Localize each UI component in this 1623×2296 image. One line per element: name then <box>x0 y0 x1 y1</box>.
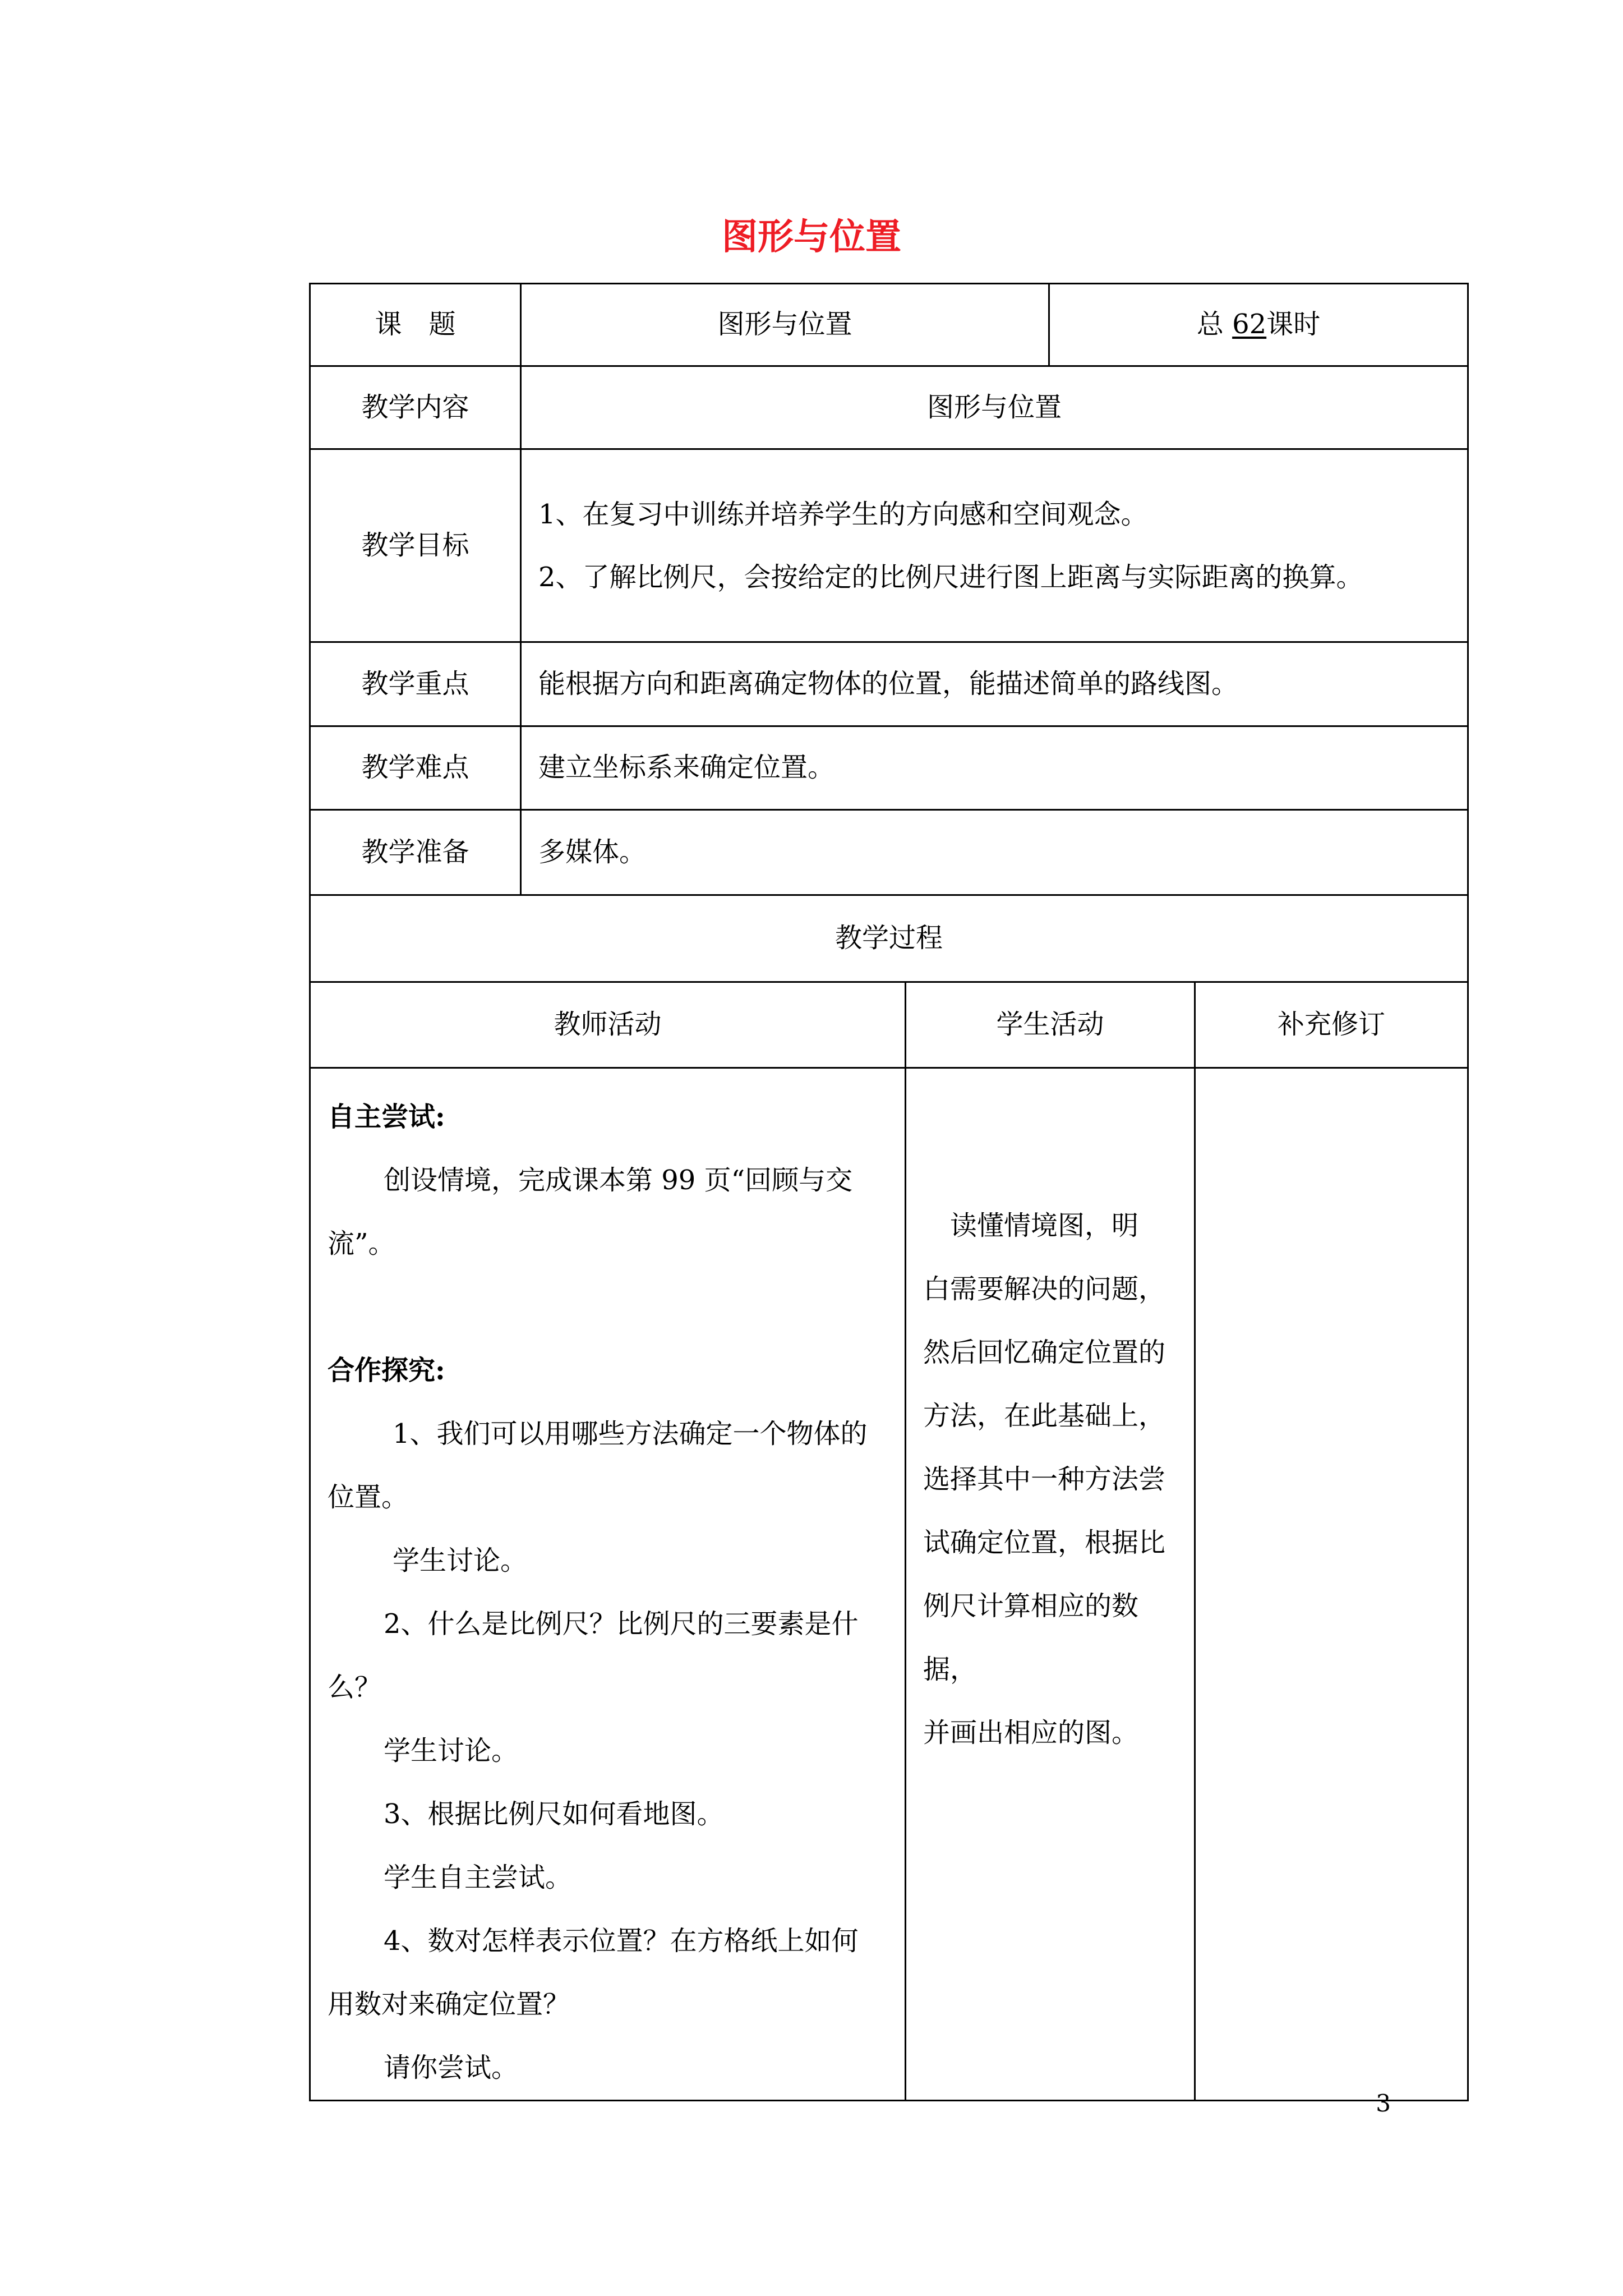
question-3-note: 学生自主尝试。 <box>384 1862 573 1893</box>
goals-list <box>521 449 1468 642</box>
teacher-activity-cell <box>310 1068 906 2101</box>
question-4-note: 请你尝试。 <box>384 2052 519 2083</box>
blank-line <box>328 1276 888 1339</box>
goals-label: 教学目标 <box>310 449 521 642</box>
student-activity-header: 学生活动 <box>906 982 1195 1068</box>
key-point-row <box>310 642 1468 726</box>
self-try-text-cont: 流”。 <box>328 1228 395 1259</box>
total-number: 62 <box>1232 309 1267 341</box>
preparation-label: 教学准备 <box>310 810 521 895</box>
total-prefix: 总 <box>1196 309 1224 341</box>
process-header-row <box>310 982 1468 1068</box>
lesson-plan-table <box>309 283 1469 2101</box>
process-title-row <box>310 895 1468 982</box>
content-label: 教学内容 <box>310 366 521 449</box>
preparation-value: 多媒体。 <box>521 810 1468 895</box>
student-line: 选择其中一种方法尝 <box>923 1464 1166 1495</box>
self-try-text: 创设情境，完成课本第 99 页“回顾与交 <box>384 1165 853 1196</box>
goal-item: 1、在复习中训练并培养学生的方向感和空间观念。 <box>538 498 1148 530</box>
document-title: 图形与位置 <box>722 216 901 258</box>
content-row <box>310 366 1468 449</box>
topic-value: 图形与位置 <box>521 284 1049 366</box>
goal-item: 2、了解比例尺，会按给定的比例尺进行图上距离与实际距离的换算。 <box>538 561 1363 593</box>
process-title: 教学过程 <box>310 895 1468 982</box>
question-3: 3、根据比例尺如何看地图。 <box>384 1798 724 1830</box>
question-4: 4、数对怎样表示位置？在方格纸上如何 <box>384 1925 859 1957</box>
student-line: 试确定位置，根据比 <box>923 1527 1166 1558</box>
page-number: 3 <box>1376 2090 1391 2117</box>
question-2-cont: 么？ <box>328 1672 382 1703</box>
question-2: 2、什么是比例尺？比例尺的三要素是什 <box>384 1608 859 1640</box>
student-line: 白需要解决的问题， <box>923 1273 1166 1305</box>
student-line: 然后回忆确定位置的 <box>923 1337 1166 1368</box>
topic-label: 课 题 <box>310 284 521 366</box>
revision-header: 补充修订 <box>1195 982 1468 1068</box>
difficulty-value: 建立坐标系来确定位置。 <box>521 726 1468 810</box>
key-point-value: 能根据方向和距离确定物体的位置，能描述简单的路线图。 <box>521 642 1468 726</box>
teacher-activity-header: 教师活动 <box>310 982 906 1068</box>
explore-heading: 合作探究: <box>328 1355 445 1386</box>
goals-row <box>310 449 1468 642</box>
student-activity-cell <box>906 1068 1195 2101</box>
student-line: 并画出相应的图。 <box>923 1717 1139 1749</box>
revision-cell <box>1195 1068 1468 2101</box>
preparation-row <box>310 810 1468 895</box>
student-line: 例尺计算相应的数据， <box>923 1590 1139 1685</box>
question-1-note: 学生讨论。 <box>393 1545 528 1576</box>
content-value: 图形与位置 <box>521 366 1468 449</box>
difficulty-label: 教学难点 <box>310 726 521 810</box>
difficulty-row <box>310 726 1468 810</box>
question-4-cont: 用数对来确定位置？ <box>328 1989 570 2020</box>
student-line: 方法，在此基础上， <box>923 1400 1166 1432</box>
question-1-cont: 位置。 <box>328 1481 409 1513</box>
total-lessons <box>1049 284 1468 366</box>
student-line: 读懂情境图，明 <box>923 1210 1139 1241</box>
question-1: 1、我们可以用哪些方法确定一个物体的 <box>393 1418 868 1450</box>
question-2-note: 学生讨论。 <box>384 1735 519 1766</box>
topic-row <box>310 284 1468 366</box>
total-suffix: 课时 <box>1266 309 1321 341</box>
self-try-heading: 自主尝试: <box>328 1101 445 1133</box>
key-point-label: 教学重点 <box>310 642 521 726</box>
process-body-row <box>310 1068 1468 2101</box>
